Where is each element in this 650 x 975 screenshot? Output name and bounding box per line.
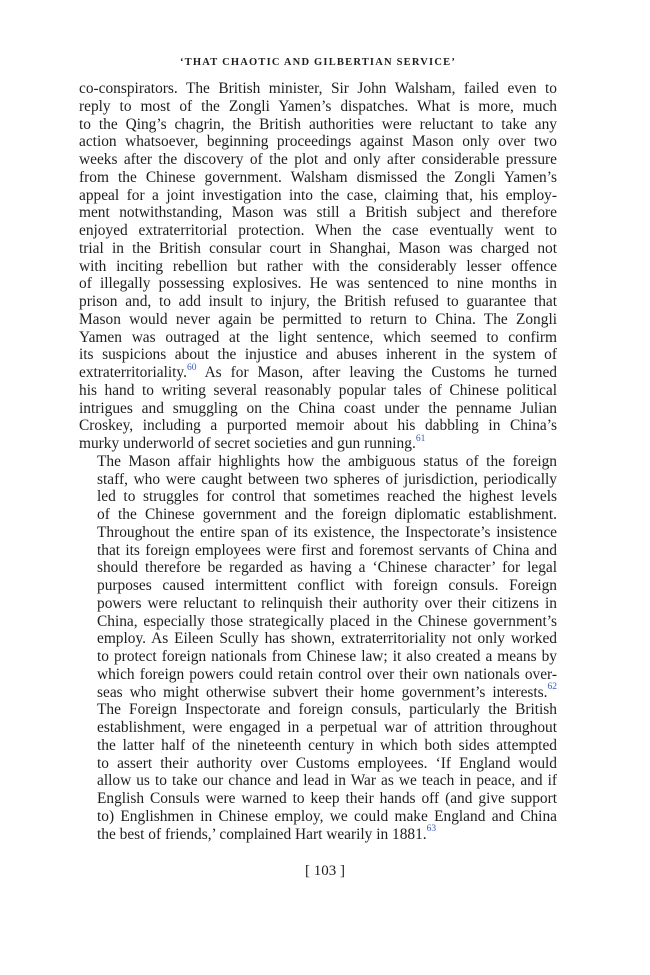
line-text: seas who might otherwise subvert their home government’s interests. xyxy=(97,683,548,701)
text-line-with-footnote xyxy=(79,684,557,702)
text-line-with-footnote xyxy=(79,364,557,382)
line-text: the best of friends,’ complained Hart wearily in 1881. xyxy=(97,825,427,843)
text-line: of the Chinese government and the foreign diplomatic establishment. xyxy=(97,506,557,523)
text-line: led to struggles for control that sometimes reached the highest levels xyxy=(97,488,557,506)
text-line: to protect foreign nationals from Chinese law; it also created a means by xyxy=(97,648,557,665)
footnote-marker-60[interactable]: 60 xyxy=(186,362,197,373)
text-line: establishment, were engaged in a perpetual war of attrition throughout xyxy=(97,719,557,736)
text-line: the latter half of the nineteenth century in which both sides attempted xyxy=(97,736,557,754)
line-text: extraterritoriality. xyxy=(79,364,187,381)
text-line: its suspicions about the injustice and abuses inherent in the system of xyxy=(79,346,557,364)
text-line: co-conspirators. The British minister, Sir John Walsham, failed even to xyxy=(79,80,557,97)
body-text xyxy=(79,80,557,843)
text-line: English Consuls were warned to keep their hands off (and give support xyxy=(97,790,557,807)
text-line: of illegally possessing explosives. He was sentenced to nine months in xyxy=(79,275,557,293)
text-line: Throughout the entire span of its existence, the Inspectorate’s insistence xyxy=(97,523,557,541)
text-line: ment notwithstanding, Mason was still a British subject and therefore xyxy=(79,204,557,222)
text-line: action whatsoever, beginning proceedings against Mason only over two xyxy=(79,133,557,151)
text-line: from the Chinese government. Walsham dismissed the Zongli Yamen’s xyxy=(79,168,557,186)
text-line: powers were reluctant to relinquish their authority over their citizens in xyxy=(97,594,557,612)
text-line: trial in the British consular court in Shanghai, Mason was charged not xyxy=(79,239,557,257)
page-content xyxy=(79,56,557,843)
text-line: appeal for a joint investigation into the case, claiming that, his employ- xyxy=(79,186,557,204)
text-line-with-footnote xyxy=(79,826,557,844)
text-line: his hand to writing several reasonably popular tales of Chinese political xyxy=(79,381,557,399)
text-line-with-footnote xyxy=(79,435,557,453)
text-line: employ. As Eileen Scully has shown, extraterritoriality not only worked xyxy=(97,630,557,648)
text-line: Croskey, including a purported memoir about his dabbling in China’s xyxy=(79,417,557,435)
line-text: murky underworld of secret societies and gun running. xyxy=(79,435,416,452)
text-line: The Foreign Inspectorate and foreign consuls, particularly the British xyxy=(97,701,557,719)
text-line: Yamen was outraged at the light sentence, which seemed to confirm xyxy=(79,328,557,346)
footnote-marker-62[interactable]: 62 xyxy=(547,682,557,693)
footnote-marker-61[interactable]: 61 xyxy=(415,433,426,444)
text-line: staff, who were caught between two spheres of jurisdiction, periodically xyxy=(97,470,557,488)
text-line: enjoyed extraterritorial protection. When the case eventually went to xyxy=(79,222,557,239)
text-line: to the Qing’s chagrin, the British authorities were reluctant to take any xyxy=(79,115,557,133)
text-line: reply to most of the Zongli Yamen’s dispatches. What is more, much xyxy=(79,97,557,115)
text-line: purposes caused intermittent conflict with foreign consuls. Foreign xyxy=(97,577,557,594)
text-line: intrigues and smuggling on the China coast under the penname Julian xyxy=(79,399,557,417)
running-head: ‘THAT CHAOTIC AND GILBERTIAN SERVICE’ xyxy=(179,57,457,68)
text-line: should therefore be regarded as having a ‘Chinese character’ for legal xyxy=(97,559,557,577)
text-line: Mason would never again be permitted to return to China. The Zongli xyxy=(79,310,557,328)
line-text: As for Mason, after leaving the Customs he turned xyxy=(196,364,557,381)
text-line: to assert their authority over Customs employees. ‘If England would xyxy=(97,754,557,772)
text-line: The Mason affair highlights how the ambiguous status of the foreign xyxy=(97,452,557,470)
text-line: which foreign powers could retain control over their own nationals over- xyxy=(97,665,557,683)
text-line: to) Englishmen in Chinese employ, we could make England and China xyxy=(97,807,557,825)
footnote-marker-63[interactable]: 63 xyxy=(426,824,437,835)
page-number: [ 103 ] xyxy=(305,863,345,879)
text-line: weeks after the discovery of the plot and only after considerable pressure xyxy=(79,151,557,168)
text-line: China, especially those strategically placed in the Chinese government’s xyxy=(97,612,557,630)
text-line: with inciting rebellion but rather with the considerably lesser offence xyxy=(79,257,557,275)
text-line: prison and, to add insult to injury, the British refused to guarantee that xyxy=(79,293,557,310)
text-line: that its foreign employees were first and foremost servants of China and xyxy=(97,541,557,559)
paragraph-1 xyxy=(79,80,557,453)
text-line: allow us to take our chance and lead in War as we teach in peace, and if xyxy=(97,772,557,790)
paragraph-2 xyxy=(79,453,557,844)
